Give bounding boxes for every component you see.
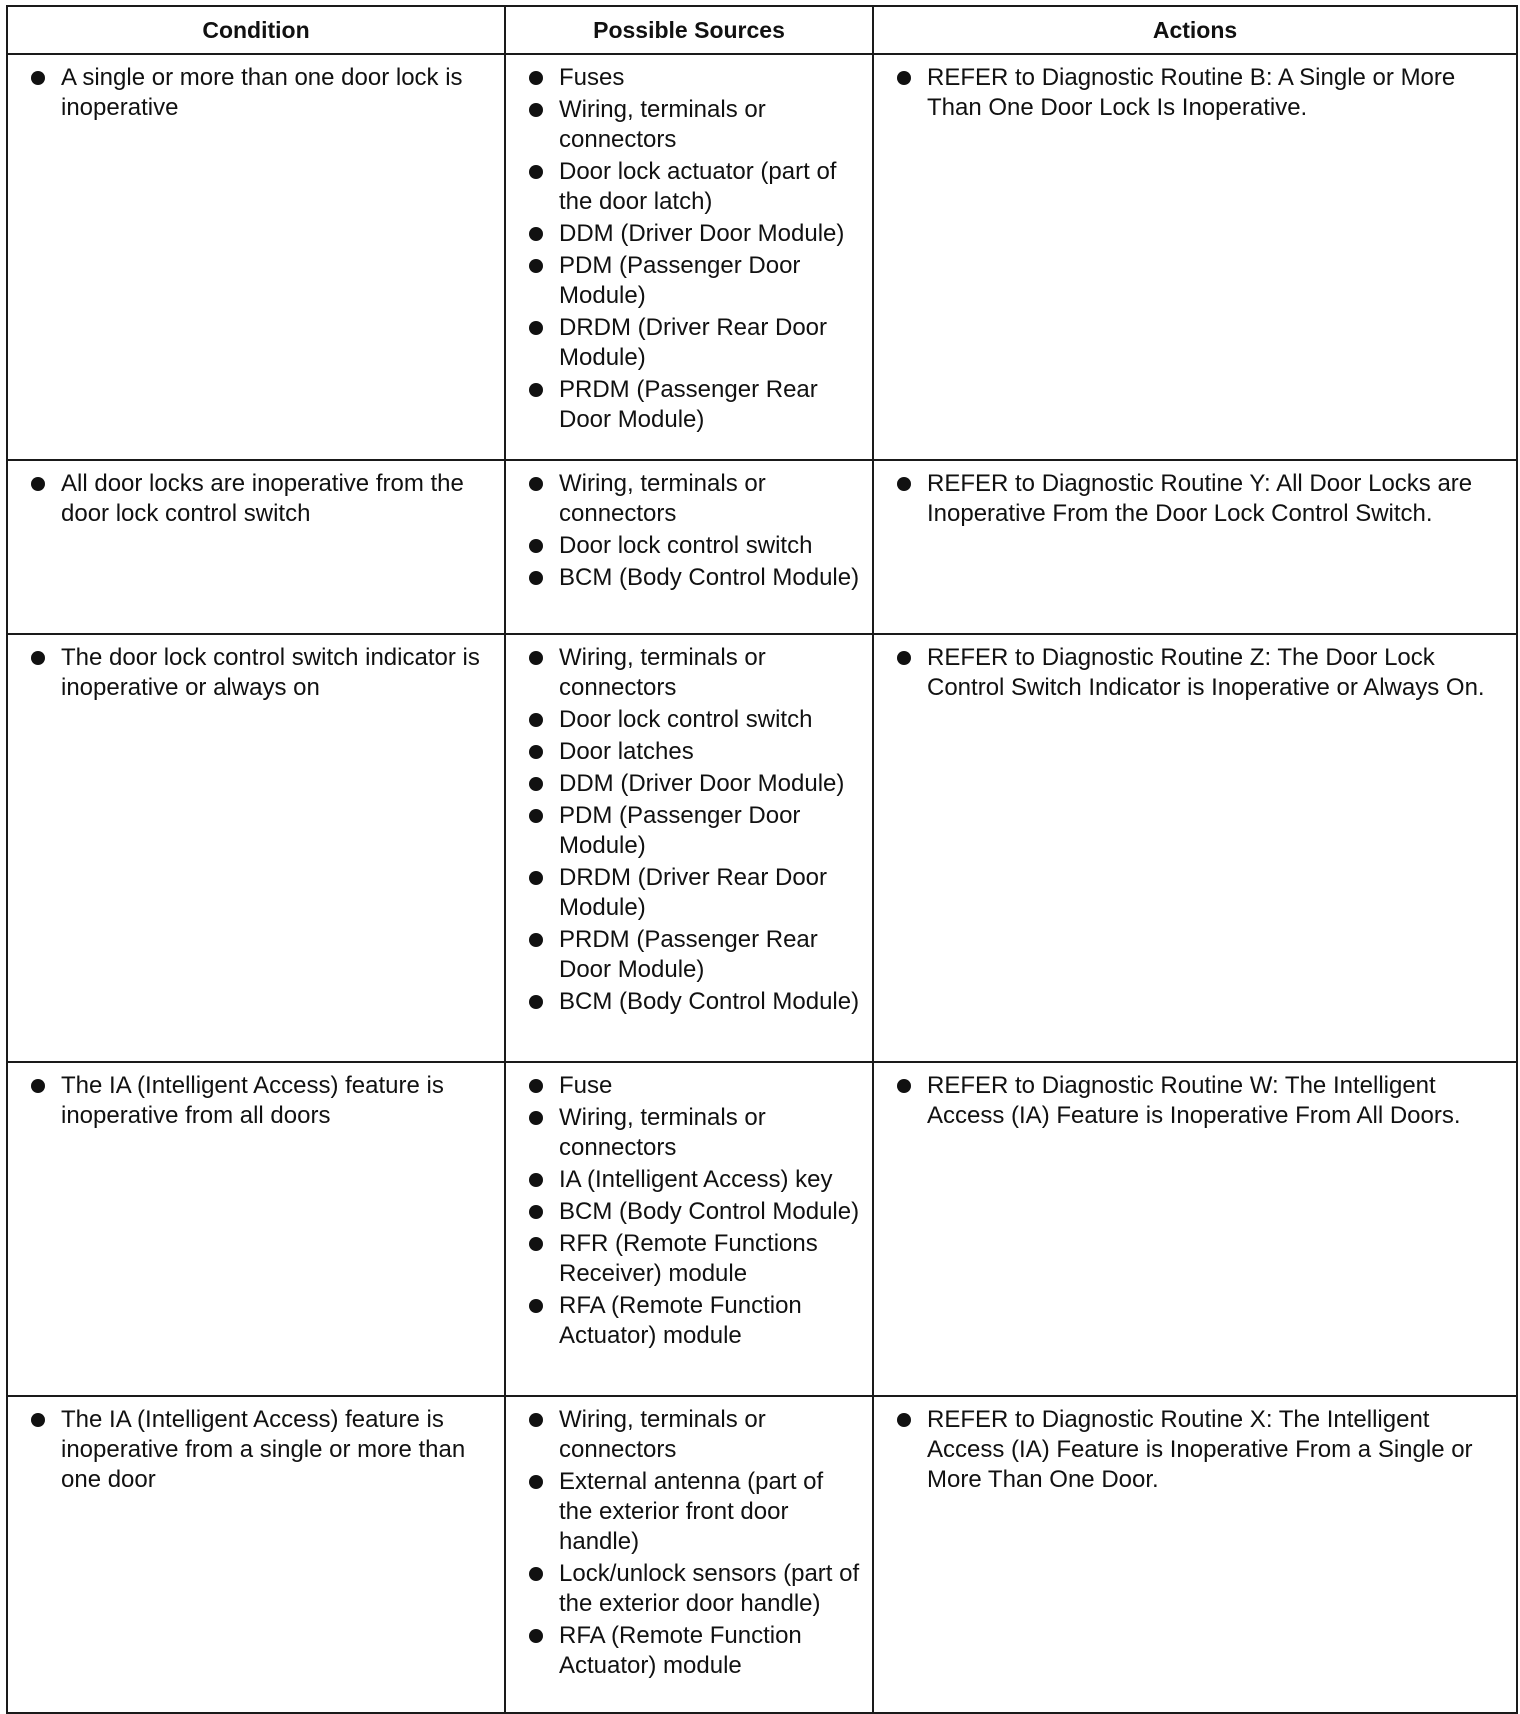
source-item: Wiring, terminals or connectors bbox=[526, 1405, 862, 1465]
condition-text: All door locks are inoperative from the door lock control switch bbox=[28, 469, 494, 529]
table-row bbox=[7, 634, 1517, 1062]
sources-cell bbox=[505, 54, 873, 460]
condition-text: The IA (Intelligent Access) feature is inoperative from a single or more than one door bbox=[28, 1405, 494, 1495]
sources-list bbox=[526, 643, 862, 1017]
source-item: Door lock control switch bbox=[526, 705, 862, 735]
condition-list bbox=[28, 63, 494, 123]
source-item: PDM (Passenger Door Module) bbox=[526, 251, 862, 311]
header-row bbox=[7, 6, 1517, 54]
table-row bbox=[7, 1062, 1517, 1396]
sources-cell bbox=[505, 460, 873, 634]
condition-list bbox=[28, 1405, 494, 1495]
header-condition: Condition bbox=[7, 6, 505, 54]
actions-list bbox=[894, 1071, 1506, 1131]
source-item: RFA (Remote Function Actuator) module bbox=[526, 1291, 862, 1351]
source-item: PRDM (Passenger Rear Door Module) bbox=[526, 375, 862, 435]
source-item: Lock/unlock sensors (part of the exterior door handle) bbox=[526, 1559, 862, 1619]
source-item: RFA (Remote Function Actuator) module bbox=[526, 1621, 862, 1681]
action-text: REFER to Diagnostic Routine Y: All Door Locks are Inoperative From the Door Lock Control Switch. bbox=[894, 469, 1506, 529]
actions-cell bbox=[873, 54, 1517, 460]
actions-list bbox=[894, 1405, 1506, 1495]
action-text: REFER to Diagnostic Routine Z: The Door Lock Control Switch Indicator is Inoperative or Always On. bbox=[894, 643, 1506, 703]
actions-list bbox=[894, 469, 1506, 529]
action-text: REFER to Diagnostic Routine X: The Intelligent Access (IA) Feature is Inoperative From a Single or More Than One Door. bbox=[894, 1405, 1506, 1495]
source-item: Fuses bbox=[526, 63, 862, 93]
sources-cell bbox=[505, 1062, 873, 1396]
sources-cell bbox=[505, 634, 873, 1062]
source-item: BCM (Body Control Module) bbox=[526, 987, 862, 1017]
condition-cell bbox=[7, 634, 505, 1062]
source-item: PRDM (Passenger Rear Door Module) bbox=[526, 925, 862, 985]
source-item: RFR (Remote Functions Receiver) module bbox=[526, 1229, 862, 1289]
actions-cell bbox=[873, 1062, 1517, 1396]
sources-cell bbox=[505, 1396, 873, 1713]
source-item: Door lock actuator (part of the door latch) bbox=[526, 157, 862, 217]
condition-cell bbox=[7, 460, 505, 634]
action-text: REFER to Diagnostic Routine B: A Single or More Than One Door Lock Is Inoperative. bbox=[894, 63, 1506, 123]
source-item: PDM (Passenger Door Module) bbox=[526, 801, 862, 861]
source-item: IA (Intelligent Access) key bbox=[526, 1165, 862, 1195]
diagnostic-table bbox=[6, 5, 1518, 1714]
table-row bbox=[7, 460, 1517, 634]
actions-cell bbox=[873, 1396, 1517, 1713]
source-item: Wiring, terminals or connectors bbox=[526, 1103, 862, 1163]
source-item: Door latches bbox=[526, 737, 862, 767]
table-header bbox=[7, 6, 1517, 54]
condition-list bbox=[28, 469, 494, 529]
source-item: DRDM (Driver Rear Door Module) bbox=[526, 313, 862, 373]
condition-cell bbox=[7, 54, 505, 460]
sources-list bbox=[526, 1071, 862, 1351]
sources-list bbox=[526, 469, 862, 593]
condition-list bbox=[28, 1071, 494, 1131]
header-actions: Actions bbox=[873, 6, 1517, 54]
source-item: DDM (Driver Door Module) bbox=[526, 769, 862, 799]
sources-list bbox=[526, 63, 862, 435]
sources-list bbox=[526, 1405, 862, 1681]
source-item: Fuse bbox=[526, 1071, 862, 1101]
table-row bbox=[7, 54, 1517, 460]
condition-text: A single or more than one door lock is inoperative bbox=[28, 63, 494, 123]
condition-cell bbox=[7, 1062, 505, 1396]
actions-cell bbox=[873, 634, 1517, 1062]
table-row bbox=[7, 1396, 1517, 1713]
actions-list bbox=[894, 63, 1506, 123]
actions-list bbox=[894, 643, 1506, 703]
action-text: REFER to Diagnostic Routine W: The Intelligent Access (IA) Feature is Inoperative From All Doors. bbox=[894, 1071, 1506, 1131]
condition-list bbox=[28, 643, 494, 703]
source-item: DRDM (Driver Rear Door Module) bbox=[526, 863, 862, 923]
source-item: BCM (Body Control Module) bbox=[526, 1197, 862, 1227]
source-item: DDM (Driver Door Module) bbox=[526, 219, 862, 249]
condition-text: The door lock control switch indicator is inoperative or always on bbox=[28, 643, 494, 703]
source-item: BCM (Body Control Module) bbox=[526, 563, 862, 593]
header-possible-sources: Possible Sources bbox=[505, 6, 873, 54]
condition-text: The IA (Intelligent Access) feature is inoperative from all doors bbox=[28, 1071, 494, 1131]
actions-cell bbox=[873, 460, 1517, 634]
table-body bbox=[7, 54, 1517, 1713]
source-item: Door lock control switch bbox=[526, 531, 862, 561]
source-item: Wiring, terminals or connectors bbox=[526, 469, 862, 529]
source-item: Wiring, terminals or connectors bbox=[526, 95, 862, 155]
condition-cell bbox=[7, 1396, 505, 1713]
source-item: External antenna (part of the exterior front door handle) bbox=[526, 1467, 862, 1557]
source-item: Wiring, terminals or connectors bbox=[526, 643, 862, 703]
